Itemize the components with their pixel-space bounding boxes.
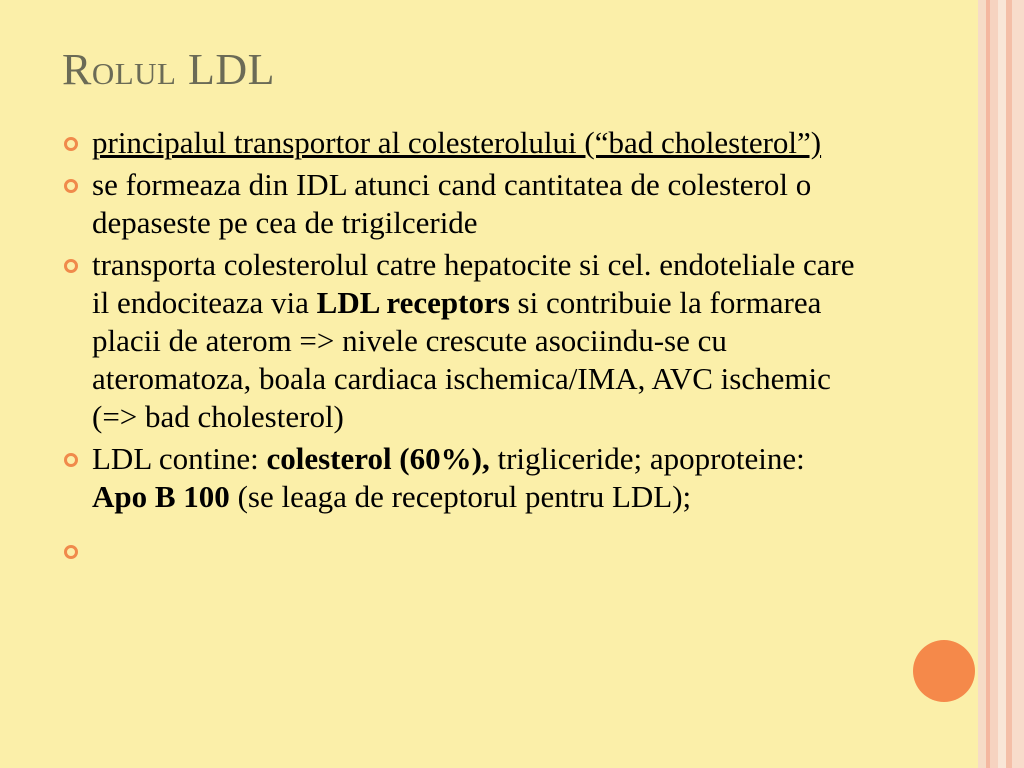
decorative-circle — [913, 640, 975, 702]
bullet-text-part: LDL contine: — [92, 441, 267, 476]
decorative-stripe — [998, 0, 1006, 768]
bullet-item-empty — [62, 532, 862, 570]
bullet-text-part: trigliceride; apoproteine: — [489, 441, 805, 476]
bullet-text-part: transporta colesterolul catre hepatocite si cel. endoteliale care il endociteaza via — [92, 247, 855, 320]
bullet-item — [62, 124, 862, 162]
decorative-stripe — [990, 0, 998, 768]
bullet-text-bold: colesterol (60%), — [266, 441, 490, 476]
bullet-circle-icon — [64, 453, 78, 467]
bullet-list — [62, 124, 862, 574]
bullet-circle-icon — [64, 545, 78, 559]
bullet-text-bold: LDL receptors — [316, 285, 510, 320]
bullet-text-bold: Apo B 100 — [92, 479, 230, 514]
bullet-text-part: si contribuie la formarea placii de aterom => nivele crescute asociindu-se cu ateromatoza, boala cardiaca ischemica/IMA, AVC ischemic (=> bad cholesterol) — [92, 285, 831, 434]
bullet-circle-icon — [64, 179, 78, 193]
bullet-item — [62, 166, 862, 242]
bullet-text-part: (se leaga de receptorul pentru LDL); — [229, 479, 692, 514]
decorative-stripe — [1012, 0, 1024, 768]
slide-title: Rolul LDL — [62, 45, 276, 94]
bullet-circle-icon — [64, 137, 78, 151]
bullet-item — [62, 246, 862, 436]
bullet-text: se formeaza din IDL atunci cand cantitatea de colesterol o depaseste pe cea de trigilceride — [92, 167, 812, 240]
bullet-circle-icon — [64, 259, 78, 273]
decorative-stripe — [978, 0, 986, 768]
bullet-item — [62, 440, 862, 516]
bullet-text: principalul transportor al colesterolului (“bad cholesterol”) — [92, 125, 822, 160]
